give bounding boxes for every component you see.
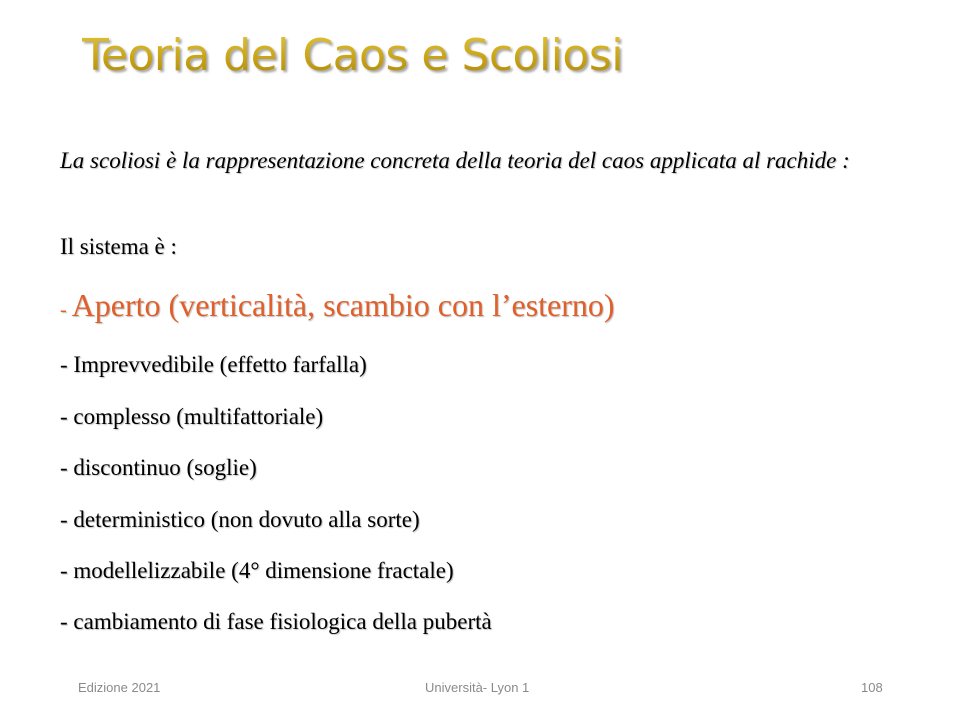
list-item-discontinuo — [60, 453, 257, 483]
list-item-imprevvedibile — [60, 350, 367, 380]
bullet-dash: - — [60, 404, 74, 429]
bullet-dash: - — [60, 507, 74, 532]
bullet-dash: - — [60, 609, 74, 634]
bullet-dash: - — [60, 352, 74, 377]
list-item-cambiamento — [60, 607, 492, 637]
list-item-text: deterministico (non dovuto alla sorte) — [73, 507, 420, 532]
intro-text: La scoliosi è la rappresentazione concreta della teoria del caos applicata al rachide : — [60, 148, 850, 173]
list-item-complesso — [60, 402, 323, 432]
footer-university: Università- Lyon 1 — [425, 680, 530, 695]
list-item-deterministico — [60, 505, 420, 535]
bullet-dash: - — [60, 299, 72, 321]
footer-page-number: 108 — [861, 680, 883, 695]
list-item-text: Aperto (verticalità, scambio con l’esterno) — [71, 287, 615, 323]
sistema-label: Il sistema è : — [60, 234, 177, 259]
list-item-aperto — [60, 287, 615, 325]
list-item-text: complesso (multifattoriale) — [73, 404, 324, 429]
footer-edition: Edizione 2021 — [78, 680, 161, 695]
bullet-dash: - — [60, 455, 74, 480]
list-item-modellelizzabile — [60, 556, 454, 586]
slide-body — [60, 144, 910, 634]
bullet-dash: - — [60, 558, 74, 583]
slide-title: Teoria del Caos e Scoliosi — [82, 30, 623, 81]
list-item-text: modellelizzabile (4° dimensione fractale) — [73, 558, 454, 583]
list-item-text: cambiamento di fase fisiologica della pubertà — [73, 609, 492, 634]
list-item-text: Imprevvedibile (effetto farfalla) — [73, 352, 367, 377]
list-item-text: discontinuo (soglie) — [73, 455, 257, 480]
